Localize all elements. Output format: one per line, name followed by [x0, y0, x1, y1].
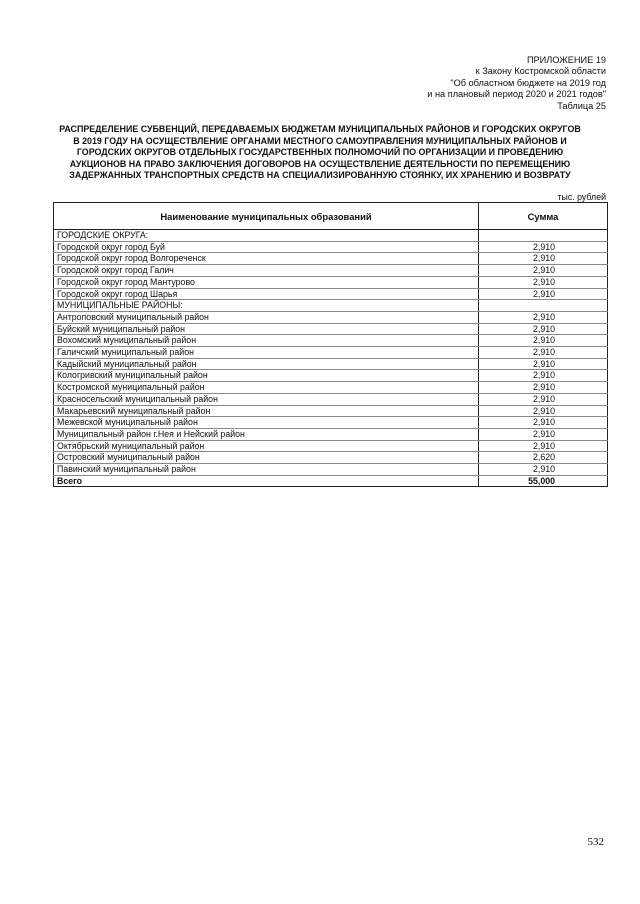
- municipality-sum: 2,910: [479, 241, 608, 253]
- municipality-name: Вохомский муниципальный район: [54, 335, 479, 347]
- municipality-sum: 2,910: [479, 464, 608, 476]
- subsidies-table: [53, 202, 608, 487]
- municipality-name: Павинский муниципальный район: [54, 464, 479, 476]
- municipality-sum: 2,910: [479, 358, 608, 370]
- municipality-name: МУНИЦИПАЛЬНЫЕ РАЙОНЫ:: [54, 300, 479, 312]
- page-number: 532: [587, 836, 604, 848]
- table-row: [54, 464, 608, 476]
- law-reference: к Закону Костромской области: [475, 66, 606, 77]
- column-header-sum: Сумма: [479, 203, 608, 230]
- table-row: [54, 370, 608, 382]
- table-row: [54, 393, 608, 405]
- municipality-name: Галичский муниципальный район: [54, 347, 479, 359]
- municipality-sum: 2,910: [479, 405, 608, 417]
- municipality-sum: 2,910: [479, 347, 608, 359]
- municipality-name: Городской округ город Мантурово: [54, 276, 479, 288]
- municipality-name: Красносельский муниципальный район: [54, 393, 479, 405]
- table-row: [54, 382, 608, 394]
- municipality-name: Городской округ город Буй: [54, 241, 479, 253]
- municipality-name: Макарьевский муниципальный район: [54, 405, 479, 417]
- table-row: [54, 347, 608, 359]
- municipality-name: Островский муниципальный район: [54, 452, 479, 464]
- municipality-name: Антроповский муниципальный район: [54, 311, 479, 323]
- municipality-sum: 2,910: [479, 335, 608, 347]
- law-title-line-1: "Об областном бюджете на 2019 год: [450, 77, 606, 88]
- municipality-name: Октябрьский муниципальный район: [54, 440, 479, 452]
- municipality-sum: 2,620: [479, 452, 608, 464]
- table-row: [54, 253, 608, 265]
- municipality-sum: 2,910: [479, 393, 608, 405]
- municipality-name: ГОРОДСКИЕ ОКРУГА:: [54, 230, 479, 242]
- table-row: [54, 265, 608, 277]
- table-row: [54, 417, 608, 429]
- municipality-sum: 2,910: [479, 265, 608, 277]
- municipality-sum: 2,910: [479, 440, 608, 452]
- table-body: [54, 230, 608, 487]
- units-label: тыс. рублей: [557, 192, 606, 202]
- municipality-sum: 2,910: [479, 323, 608, 335]
- table-row: [54, 276, 608, 288]
- table-row: [54, 358, 608, 370]
- table-row: [54, 335, 608, 347]
- table-row: [54, 440, 608, 452]
- law-title-line-2: и на плановый период 2020 и 2021 годов": [427, 89, 606, 100]
- municipality-name: Кадыйский муниципальный район: [54, 358, 479, 370]
- municipality-name: Межевской муниципальный район: [54, 417, 479, 429]
- municipality-sum: [479, 230, 608, 242]
- municipality-sum: 2,910: [479, 370, 608, 382]
- table-number: Таблица 25: [557, 100, 606, 111]
- municipality-name: Городской округ город Шарья: [54, 288, 479, 300]
- municipality-name: Городской округ город Галич: [54, 265, 479, 277]
- municipality-sum: 2,910: [479, 253, 608, 265]
- table-row: [54, 405, 608, 417]
- table-row: [54, 311, 608, 323]
- total-sum: 55,000: [479, 475, 608, 487]
- municipality-sum: 2,910: [479, 417, 608, 429]
- document-title: РАСПРЕДЕЛЕНИЕ СУБВЕНЦИЙ, ПЕРЕДАВАЕМЫХ БЮДЖЕТАМ МУНИЦИПАЛЬНЫХ РАЙОНОВ И ГОРОДСКИХ ОКРУГОВ В 2019 ГОДУ НА ОСУЩЕСТВЛЕНИЕ ОРГАНАМИ МЕСТНОГО САМОУПРАВЛЕНИЯ МУНИЦИПАЛЬНЫХ РАЙОНОВ И ГОРОДСКИХ ОКРУГОВ ОТДЕЛЬНЫХ ГОСУДАРСТВЕННЫХ ПОЛНОМОЧИЙ ПО ОРГАНИЗАЦИИ И ПРОВЕДЕНИЮ АУКЦИОНОВ НА ПРАВО ЗАКЛЮЧЕНИЯ ДОГОВОРОВ НА ОСУЩЕСТВЛЕНИЕ ДЕЯТЕЛЬНОСТИ ПО ПЕРЕМЕЩЕНИЮ ЗАДЕРЖАННЫХ ТРАНСПОРТНЫХ СРЕДСТВ НА СПЕЦИАЛИЗИРОВАННУЮ СТОЯНКУ, ИХ ХРАНЕНИЮ И ВОЗВРАТУ: [59, 124, 581, 181]
- municipality-sum: 2,910: [479, 311, 608, 323]
- total-row: [54, 475, 608, 487]
- municipality-name: Городской округ город Волгореченск: [54, 253, 479, 265]
- municipality-sum: 2,910: [479, 382, 608, 394]
- municipality-sum: [479, 300, 608, 312]
- municipality-name: Буйский муниципальный район: [54, 323, 479, 335]
- table-row: [54, 241, 608, 253]
- table-header-row: [54, 203, 608, 230]
- table-row: [54, 428, 608, 440]
- table-row: [54, 288, 608, 300]
- table-row: [54, 323, 608, 335]
- municipality-name: Кологривский муниципальный район: [54, 370, 479, 382]
- table-row: [54, 452, 608, 464]
- section-header-row: [54, 230, 608, 242]
- section-header-row: [54, 300, 608, 312]
- municipality-sum: 2,910: [479, 428, 608, 440]
- appendix-header: [286, 55, 606, 112]
- appendix-number: ПРИЛОЖЕНИЕ 19: [526, 55, 606, 65]
- municipality-sum: 2,910: [479, 276, 608, 288]
- total-label: Всего: [54, 475, 479, 487]
- municipality-name: Костромской муниципальный район: [54, 382, 479, 394]
- column-header-name: Наименование муниципальных образований: [54, 203, 479, 230]
- municipality-name: Муниципальный район г.Нея и Нейский район: [54, 428, 479, 440]
- municipality-sum: 2,910: [479, 288, 608, 300]
